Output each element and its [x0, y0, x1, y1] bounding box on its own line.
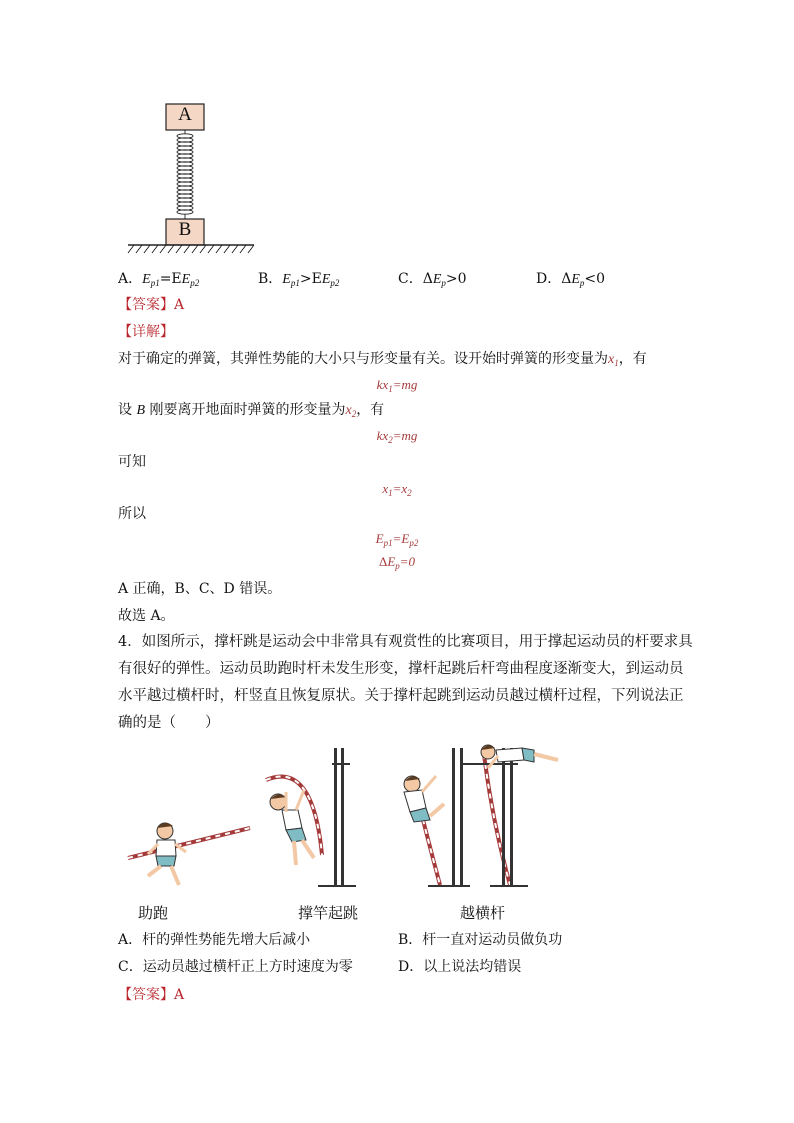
caption-takeoff: 撑竿起跳	[298, 904, 359, 922]
runner-figure	[128, 823, 250, 885]
q4-option-b: B．杆一直对运动员做负功	[398, 932, 563, 948]
pole-vault-illustration	[118, 740, 578, 900]
formula-1: $kx_1=mg$	[376, 377, 418, 394]
ground-hatch	[128, 245, 254, 253]
takeoff-figure	[266, 748, 356, 886]
q3-kezhi: 可知	[118, 454, 146, 470]
q3-answer: 【答案】A	[118, 297, 185, 313]
q3-option-c: C．$\Delta E_p>0$	[398, 271, 467, 288]
caption-run-up: 助跑	[138, 904, 169, 922]
q4-option-a: A．杆的弹性势能先增大后减小	[118, 932, 311, 948]
block-a-label: A	[178, 104, 192, 125]
q4-line2: 有很好的弹性。运动员助跑时杆未发生形变，撑杆起跳后杆弯曲程度逐渐变大，到运动员	[118, 661, 684, 677]
q3-detail-line1: 对于确定的弹簧，其弹性势能的大小只与形变量有关。设开始时弹簧的形变量为$x_1$，有	[118, 351, 647, 368]
q3-suoyi: 所以	[118, 506, 146, 522]
caption-clearance: 越横杆	[460, 904, 506, 922]
q4-line1: 4．如图所示，撑杆跳是运动会中非常具有观赏性的比赛项目，用于撑起运动员的杆要求具	[118, 634, 693, 650]
block-b-label: B	[178, 219, 192, 240]
q3-option-a: A．$E_{p1}=EE_{p2}$	[118, 271, 200, 288]
q4-answer: 【答案】A	[118, 987, 185, 1003]
q3-choose: 故选 A。	[118, 608, 175, 624]
q3-detail-label: 【详解】	[118, 324, 174, 340]
q3-option-b: B．$E_{p1}>EE_{p2}$	[258, 271, 340, 288]
clearance-figure	[404, 745, 558, 886]
formula-2: $kx_2=mg$	[376, 428, 418, 445]
q4-option-d: D．以上说法均错误	[398, 959, 522, 975]
formula-4: $E_{p1}=E_{p2}$	[375, 531, 419, 548]
spring-coil	[177, 130, 193, 219]
q3-option-d: D．$\Delta E_p<0$	[536, 271, 606, 288]
q3-conclusion: A 正确，B、C、D 错误。	[118, 581, 282, 597]
q3-detail-line2: 设 B 刚要离开地面时弹簧的形变量为$x_2$，有	[118, 402, 385, 419]
q4-option-c: C．运动员越过横杆正上方时速度为零	[118, 959, 353, 975]
q4-line3: 水平越过横杆时，杆竖直且恢复原状。关于撑杆起跳到运动员越过横杆过程，下列说法正	[118, 688, 684, 704]
q4-line4: 确的是（ ）	[118, 715, 220, 731]
formula-5: $\Delta E_p=0$	[378, 554, 416, 571]
formula-3: $x_1=x_2$	[382, 481, 412, 498]
